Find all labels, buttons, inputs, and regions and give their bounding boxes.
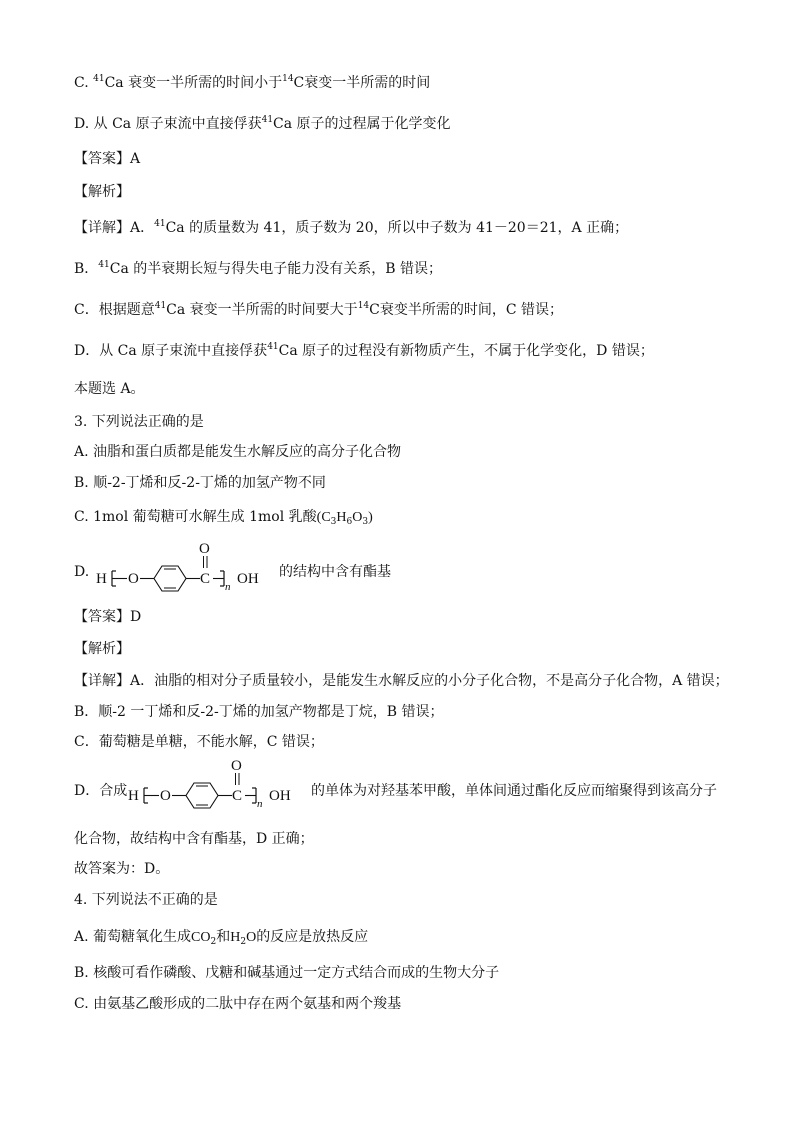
explanation-text: C衰变半所需的时间，C 错误； xyxy=(369,302,564,318)
option-b-line: B. 核酸可看作磷酸、戊糖和碱基通过一定方式结合而成的生物大分子 xyxy=(74,965,500,981)
option-label: C. xyxy=(74,75,94,91)
mass-number: 14 xyxy=(282,74,294,84)
struct-carbonyl-o: O xyxy=(231,758,242,774)
mass-number: 41 xyxy=(98,260,110,270)
option-text: D. 从 Ca 原子束流中直接俘获 xyxy=(74,116,262,132)
explanation-text: B． xyxy=(74,261,99,277)
struct-o: O xyxy=(128,571,139,587)
mass-number: 41 xyxy=(154,301,167,311)
explanation-d-text: 的单体为对羟基苯甲酸，单体间通过酯化反应而缩聚得到该高分子 xyxy=(311,783,717,799)
mass-number: 41 xyxy=(154,219,166,229)
explanation-text: D．从 Ca 原子束流中直接俘获 xyxy=(74,343,268,359)
option-d-line xyxy=(74,115,451,133)
formula-o: O xyxy=(246,930,257,945)
option-text: 和 xyxy=(216,929,231,945)
option-c-line xyxy=(74,508,373,527)
polyester-structure-diagram xyxy=(126,757,311,809)
explanation-line: 【详解】A．油脂的相对分子质量较小，是能发生水解反应的小分子化合物，不是高分子化合物，A 错误； xyxy=(74,673,729,689)
struct-n: n xyxy=(225,581,231,592)
explanation-text: Ca 原子的过程没有新物质产生，不属于化学变化，D 错误； xyxy=(278,343,654,359)
struct-o: O xyxy=(160,788,171,804)
struct-h: H xyxy=(128,788,139,804)
option-a-line xyxy=(74,928,368,947)
explanation-line: C．葡萄糖是单糖，不能水解，C 错误； xyxy=(74,734,324,750)
answer-label: 【答案】A xyxy=(74,151,141,167)
option-a-line: A. 油脂和蛋白质都是能发生水解反应的高分子化合物 xyxy=(74,444,402,460)
option-text: A. 葡萄糖氧化生成 xyxy=(74,929,192,945)
formula-sub: 2 xyxy=(210,937,217,947)
mass-number: 41 xyxy=(267,342,279,352)
option-text: C. 1mol 葡萄糖可水解生成 1mol 乳酸 xyxy=(74,509,317,525)
struct-carbonyl-o: O xyxy=(199,541,210,557)
conclusion-line: 故答案为：D。 xyxy=(74,861,170,877)
formula-sub: 6 xyxy=(346,517,353,527)
formula-sub: 3 xyxy=(330,517,337,527)
formula-h: H xyxy=(230,930,241,945)
mass-number: 14 xyxy=(357,301,370,311)
question-stem: 3. 下列说法正确的是 xyxy=(74,414,204,430)
explanation-text: Ca 的半衰期长短与得失电子能力没有关系，B 错误； xyxy=(109,261,442,277)
struct-n: n xyxy=(257,798,263,809)
struct-c: C xyxy=(232,788,243,804)
analysis-label: 【解析】 xyxy=(74,641,130,657)
analysis-label: 【解析】 xyxy=(74,184,130,200)
explanation-line xyxy=(74,219,628,237)
explanation-d-label: D．合成 xyxy=(74,783,128,799)
conclusion-line: 本题选 A。 xyxy=(74,381,145,397)
formula-h: H xyxy=(336,510,347,525)
option-text: 的反应是放热反应 xyxy=(256,929,369,945)
explanation-text: 【详解】A． xyxy=(74,220,155,236)
explanation-text: C．根据题意 xyxy=(74,302,155,318)
formula-o: O xyxy=(352,510,363,525)
struct-oh: OH xyxy=(269,788,291,804)
explanation-line xyxy=(74,301,563,319)
struct-h: H xyxy=(96,571,107,587)
mass-number: 41 xyxy=(261,115,274,125)
struct-c: C xyxy=(200,571,211,587)
option-text: C衰变一半所需的时间 xyxy=(293,75,431,91)
formula-c: C xyxy=(321,510,331,525)
option-c-line xyxy=(74,74,430,92)
option-b-line: B. 顺-2-丁烯和反-2-丁烯的加氢产物不同 xyxy=(74,475,326,491)
mass-number: 41 xyxy=(93,74,105,84)
polyester-structure-diagram xyxy=(94,540,279,592)
option-c-line: C. 由氨基乙酸形成的二肽中存在两个氨基和两个羧基 xyxy=(74,996,402,1012)
explanation-text: Ca 衰变一半所需的时间要大于 xyxy=(166,302,358,318)
explanation-line: B．顺-2 一丁烯和反-2-丁烯的加氢产物都是丁烷，B 错误； xyxy=(74,704,444,720)
option-text: Ca 衰变一半所需的时间小于 xyxy=(104,75,283,91)
explanation-line xyxy=(74,260,442,278)
option-d-label: D. xyxy=(74,564,90,580)
struct-oh: OH xyxy=(237,571,259,587)
left-paren: ( xyxy=(316,510,322,525)
explanation-text: Ca 的质量数为 41，质子数为 20，所以中子数为 41－20＝21，A 正确； xyxy=(165,220,629,236)
right-paren: ) xyxy=(368,510,373,525)
option-text: Ca 原子的过程属于化学变化 xyxy=(273,116,451,132)
option-d-text: 的结构中含有酯基 xyxy=(279,564,391,580)
answer-label: 【答案】D xyxy=(74,609,142,625)
explanation-line: 化合物，故结构中含有酯基，D 正确； xyxy=(74,831,314,847)
question-stem: 4. 下列说法不正确的是 xyxy=(74,892,218,908)
formula-sub: 2 xyxy=(240,937,247,947)
formula-co: CO xyxy=(191,930,211,945)
formula-sub: 3 xyxy=(362,517,369,527)
explanation-line xyxy=(74,342,654,360)
